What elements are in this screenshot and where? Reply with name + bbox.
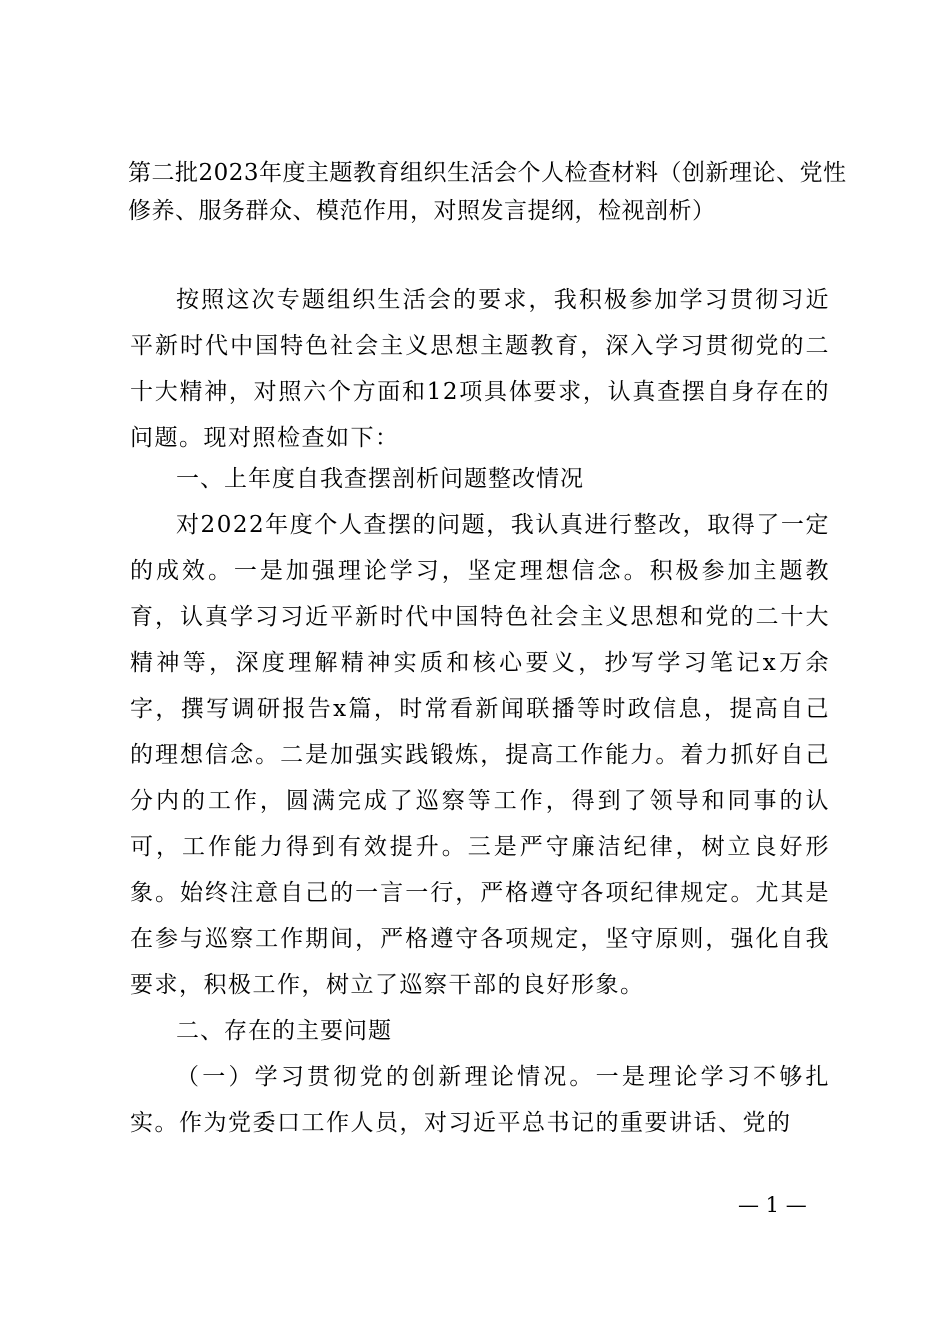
document-title: 第二批2023年度主题教育组织生活会个人检查材料（创新理论、党性修养、服务群众、模范作用，对照发言提纲，检视剖析）	[128, 160, 847, 224]
page-number: — 1 —	[738, 1193, 807, 1217]
section-heading-2: 二、存在的主要问题	[176, 1018, 392, 1044]
intro-paragraph: 按照这次专题组织生活会的要求，我积极参加学习贯彻习近平新时代中国特色社会主义思想主题教育，深入学习贯彻党的二十大精神，对照六个方面和12项具体要求，认真查摆自身存在的问题。现对照检查如下：	[130, 287, 830, 451]
section-heading-1: 一、上年度自我查摆剖析问题整改情况	[176, 466, 584, 492]
section-1-paragraph: 对2022年度个人查摆的问题，我认真进行整改，取得了一定的成效。一是加强理论学习，坚定理想信念。积极参加主题教育，认真学习习近平新时代中国特色社会主义思想和党的二十大精神等，深度理解精神实质和核心要义，抄写学习笔记x万余字，撰写调研报告x篇，时常看新闻联播等时政信息，提高自己的理想信念。二是加强实践锻炼，提高工作能力。着力抓好自己分内的工作，圆满完成了巡察等工作，得到了领导和同事的认可，工作能力得到有效提升。三是严守廉洁纪律，树立良好形象。始终注意自己的一言一行，严格遵守各项纪律规定。尤其是在参与巡察工作期间，严格遵守各项规定，坚守原则，强化自我要求，积极工作，树立了巡察干部的良好形象。	[130, 512, 830, 998]
section-2-paragraph: （一）学习贯彻党的创新理论情况。一是理论学习不够扎实。作为党委口工作人员，对习近平总书记的重要讲话、党的	[130, 1064, 830, 1136]
